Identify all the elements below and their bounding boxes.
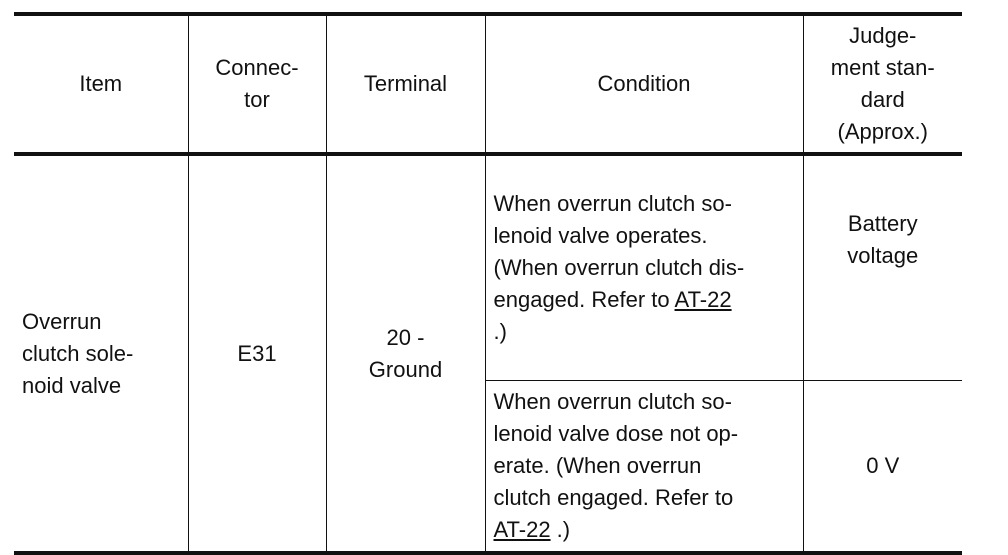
header-connector-line: tor (244, 87, 270, 112)
header-item-label: Item (79, 71, 123, 96)
condition-line: .) (493, 319, 507, 344)
judgement-cell (803, 381, 962, 554)
connector-cell (188, 154, 326, 553)
judgement-value: 0 V (866, 453, 900, 478)
condition-line (494, 284, 795, 316)
header-judgement (803, 14, 962, 154)
condition-text: engaged. Refer to (493, 287, 675, 312)
reference-link[interactable]: AT-22 (674, 287, 732, 312)
condition-line: When overrun clutch so- (493, 191, 732, 216)
condition-line: When overrun clutch so- (493, 389, 732, 414)
condition-cell (485, 381, 803, 554)
item-cell (14, 154, 188, 553)
judgement-line: Battery (847, 211, 918, 236)
table-row (14, 154, 962, 381)
header-judgement-line: dard (860, 87, 905, 112)
inspection-table (14, 12, 962, 555)
item-line: noid valve (22, 372, 122, 398)
header-condition (485, 14, 803, 154)
condition-line: (When overrun clutch dis- (493, 255, 745, 280)
header-connector-line: Connec- (215, 55, 299, 80)
judgement-line: voltage (847, 243, 919, 268)
header-judgement-line: ment stan- (830, 55, 935, 80)
condition-cell (485, 154, 803, 381)
header-condition-label: Condition (597, 71, 691, 96)
terminal-line: 20 - (386, 324, 425, 350)
judgement-cell (803, 154, 962, 381)
header-connector (188, 14, 326, 154)
condition-line (494, 514, 795, 546)
item-line: clutch sole- (22, 340, 134, 366)
header-judgement-line: Judge- (849, 23, 917, 48)
header-judgement-line: (Approx.) (837, 119, 928, 144)
header-terminal (326, 14, 485, 154)
terminal-line: Ground (368, 356, 443, 382)
condition-line: erate. (When overrun (493, 453, 702, 478)
condition-line: clutch engaged. Refer to (493, 485, 734, 510)
header-terminal-label: Terminal (363, 71, 448, 96)
connector-value: E31 (237, 340, 277, 366)
terminal-cell (326, 154, 485, 553)
condition-line: lenoid valve operates. (493, 223, 708, 248)
header-row (14, 14, 962, 154)
reference-link[interactable]: AT-22 (493, 517, 551, 542)
header-item (14, 14, 188, 154)
item-line: Overrun (22, 308, 102, 334)
condition-line: lenoid valve dose not op- (493, 421, 739, 446)
condition-text: .) (550, 517, 571, 542)
